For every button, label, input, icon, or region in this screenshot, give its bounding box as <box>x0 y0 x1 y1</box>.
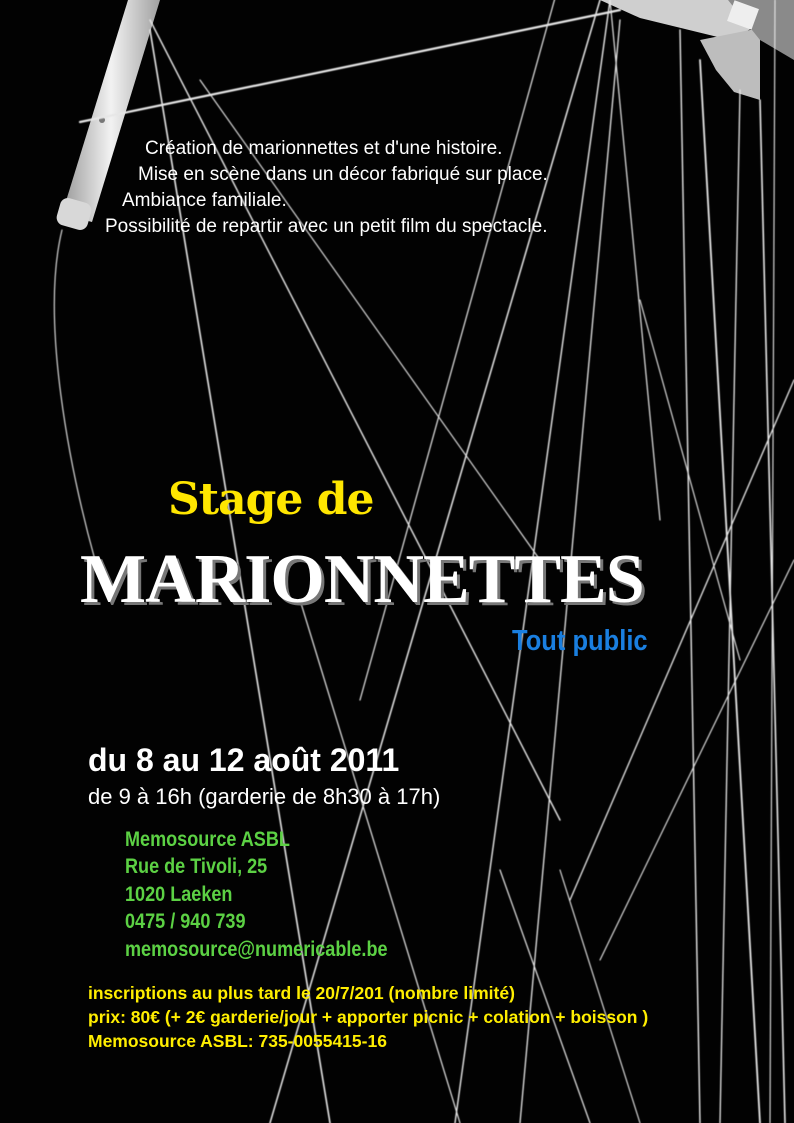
address-city: 1020 Laeken <box>125 883 233 906</box>
address-street: Rue de Tivoli, 25 <box>125 855 268 878</box>
intro-line-creation: Création de marionnettes et d'une histoire. <box>145 138 503 159</box>
info-registration: inscriptions au plus tard le 20/7/201 (nombre limité) <box>88 983 515 1003</box>
address-organisation: Memosource ASBL <box>125 828 290 851</box>
intro-line-staging: Mise en scène dans un décor fabriqué sur place. <box>138 164 548 185</box>
info-price: prix: 80€ (+ 2€ garderie/jour + apporter picnic + colation + boisson ) <box>88 1007 649 1027</box>
address-phone: 0475 / 940 739 <box>125 910 246 933</box>
title-stage-de: Stage de <box>168 474 374 525</box>
title-marionnettes: MARIONNETTES <box>80 541 644 618</box>
event-hours: de 9 à 16h (garderie de 8h30 à 17h) <box>88 784 441 809</box>
intro-line-ambiance: Ambiance familiale. <box>122 190 287 211</box>
info-bank-account: Memosource ASBL: 735-0055415-16 <box>88 1031 387 1051</box>
audience-label: Tout public <box>512 625 648 657</box>
address-email: memosource@numericable.be <box>125 938 388 961</box>
event-dates: du 8 au 12 août 2011 <box>88 742 400 778</box>
puppet-foot <box>600 0 794 100</box>
intro-line-film: Possibilité de repartir avec un petit film du spectacle. <box>105 216 548 237</box>
